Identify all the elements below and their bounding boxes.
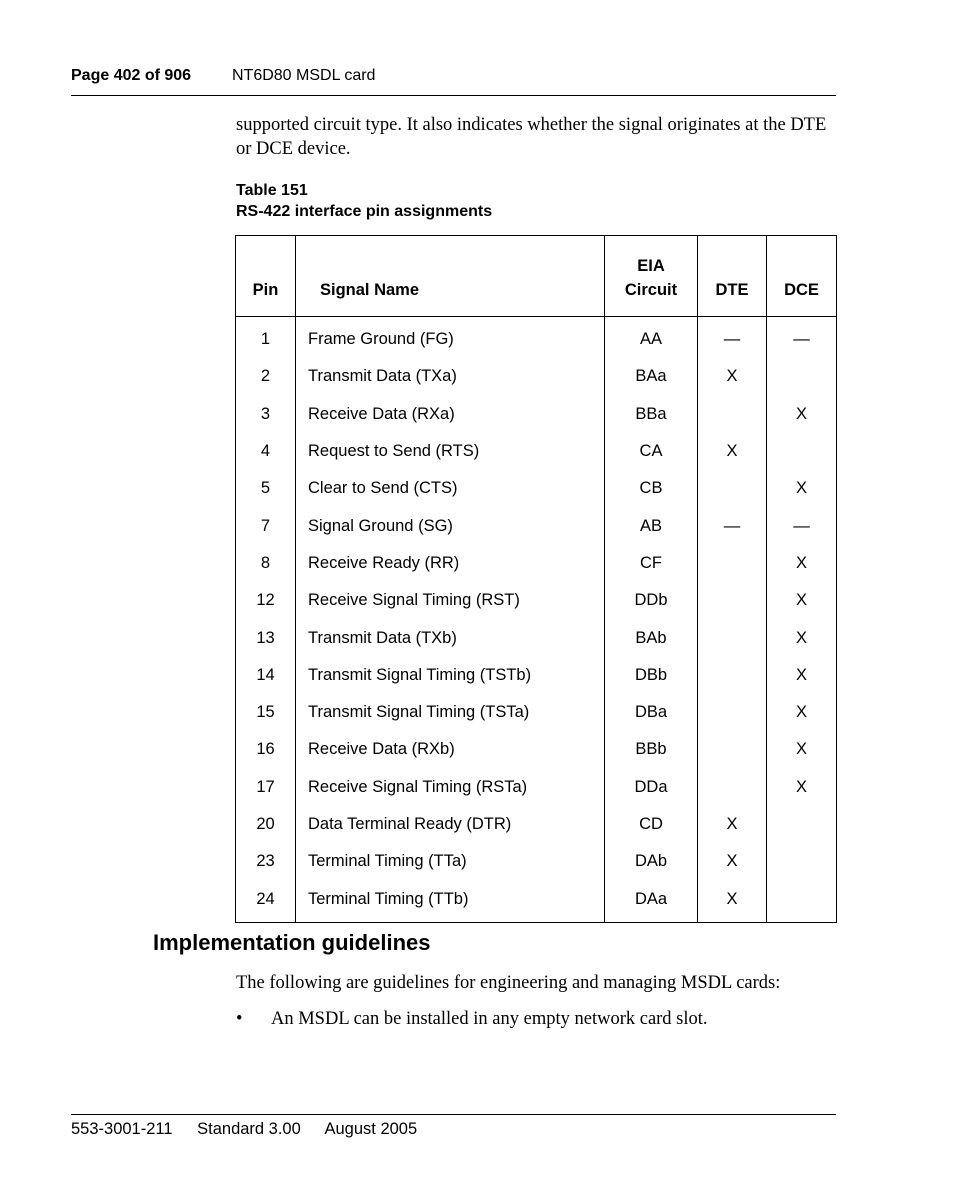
- cell-signal-name: Transmit Signal Timing (TSTa): [296, 694, 605, 731]
- header-eia-circuit: [605, 236, 698, 317]
- cell-eia-circuit: AA: [605, 317, 698, 359]
- cell-dte: [698, 731, 767, 768]
- section-paragraph: The following are guidelines for engineering and managing MSDL cards:: [236, 973, 781, 993]
- cell-signal-name: Terminal Timing (TTa): [296, 843, 605, 880]
- cell-dce: X: [795, 591, 807, 610]
- cell-dce: [767, 433, 837, 470]
- bullet-mark: •: [236, 1009, 243, 1029]
- cell-signal-name: Transmit Data (TXb): [296, 619, 605, 656]
- table-number: Table 151: [236, 182, 308, 199]
- cell-dce: [767, 880, 837, 922]
- cell-signal-name: Receive Data (RXb): [296, 731, 605, 768]
- cell-dte: X: [698, 806, 767, 843]
- cell-dce: [767, 843, 837, 880]
- cell-dte: X: [698, 843, 767, 880]
- cell-eia-circuit: CF: [605, 545, 698, 582]
- footer-doc-number: 553-3001-211: [71, 1120, 173, 1138]
- cell-pin: 8: [236, 545, 296, 582]
- cell-pin: 2: [236, 358, 296, 395]
- table-body: [236, 317, 837, 923]
- table-title: RS-422 interface pin assignments: [236, 203, 493, 220]
- cell-pin: 16: [236, 731, 296, 768]
- cell-dce: [767, 806, 837, 843]
- table-row: [236, 507, 837, 544]
- cell-signal-name: Frame Ground (FG): [296, 317, 605, 359]
- cell-pin: 20: [236, 806, 296, 843]
- cell-pin: 3: [236, 396, 296, 433]
- table-row: [236, 806, 837, 843]
- header-dte: DTE: [698, 236, 767, 317]
- table-row: [236, 317, 837, 359]
- page-number: Page 402 of 906: [71, 67, 192, 84]
- cell-dte: [698, 470, 767, 507]
- cell-dce: X: [795, 553, 807, 572]
- pin-assignments-table: [235, 235, 837, 923]
- table-row: [236, 433, 837, 470]
- cell-eia-circuit: BBb: [605, 731, 698, 768]
- table-row: [236, 582, 837, 619]
- cell-dte: [698, 545, 767, 582]
- bullet-text: An MSDL can be installed in any empty network card slot.: [271, 1009, 708, 1029]
- cell-signal-name: Transmit Signal Timing (TSTb): [296, 657, 605, 694]
- cell-dce: X: [795, 404, 807, 423]
- cell-pin: 14: [236, 657, 296, 694]
- cell-dte: [698, 657, 767, 694]
- cell-dte: [698, 769, 767, 806]
- cell-dce: X: [795, 665, 807, 684]
- cell-signal-name: Receive Signal Timing (RSTa): [296, 769, 605, 806]
- footer-standard: Standard 3.00: [197, 1120, 301, 1138]
- cell-dce: X: [795, 740, 807, 759]
- cell-dce: —: [793, 330, 810, 349]
- page-header: [71, 66, 836, 86]
- cell-pin: 12: [236, 582, 296, 619]
- cell-eia-circuit: DBa: [605, 694, 698, 731]
- header-dce: DCE: [767, 236, 837, 317]
- cell-pin: 17: [236, 769, 296, 806]
- cell-signal-name: Request to Send (RTS): [296, 433, 605, 470]
- cell-pin: 5: [236, 470, 296, 507]
- table-header-row: [236, 236, 837, 317]
- header-signal-name: [296, 236, 605, 317]
- cell-eia-circuit: DDa: [605, 769, 698, 806]
- cell-dce: [767, 358, 837, 395]
- cell-dte: [698, 619, 767, 656]
- table-row: [236, 657, 837, 694]
- header-signal-label: Signal Name: [320, 281, 420, 299]
- cell-eia-circuit: DAa: [605, 880, 698, 922]
- table-row: [236, 731, 837, 768]
- cell-eia-circuit: CB: [605, 470, 698, 507]
- table-row: [236, 769, 837, 806]
- cell-dte: X: [698, 358, 767, 395]
- cell-eia-circuit: AB: [605, 507, 698, 544]
- cell-signal-name: Receive Ready (RR): [296, 545, 605, 582]
- cell-eia-circuit: CA: [605, 433, 698, 470]
- cell-pin: 24: [236, 880, 296, 922]
- table-row: [236, 545, 837, 582]
- cell-eia-circuit: BAb: [605, 619, 698, 656]
- header-eia-line1: EIA: [637, 257, 665, 275]
- cell-signal-name: Data Terminal Ready (DTR): [296, 806, 605, 843]
- cell-dce: X: [795, 479, 807, 498]
- table-row: [236, 396, 837, 433]
- table-row: [236, 694, 837, 731]
- cell-dte: —: [698, 507, 767, 544]
- cell-dte: X: [698, 880, 767, 922]
- cell-eia-circuit: BAa: [605, 358, 698, 395]
- footer-date: August 2005: [324, 1120, 418, 1138]
- cell-dte: [698, 694, 767, 731]
- header-eia-line2: Circuit: [624, 281, 678, 299]
- cell-signal-name: Receive Data (RXa): [296, 396, 605, 433]
- cell-dce: —: [793, 516, 810, 535]
- cell-pin: 23: [236, 843, 296, 880]
- cell-eia-circuit: CD: [605, 806, 698, 843]
- cell-dte: [698, 582, 767, 619]
- section-heading: Implementation guidelines: [153, 930, 431, 955]
- cell-pin: 13: [236, 619, 296, 656]
- cell-eia-circuit: BBa: [605, 396, 698, 433]
- cell-dte: —: [698, 317, 767, 359]
- cell-dte: X: [698, 433, 767, 470]
- header-pin: Pin: [236, 236, 296, 317]
- table-row: [236, 619, 837, 656]
- cell-eia-circuit: DAb: [605, 843, 698, 880]
- cell-pin: 15: [236, 694, 296, 731]
- cell-signal-name: Transmit Data (TXa): [296, 358, 605, 395]
- cell-eia-circuit: DBb: [605, 657, 698, 694]
- cell-signal-name: Clear to Send (CTS): [296, 470, 605, 507]
- cell-pin: 7: [236, 507, 296, 544]
- cell-dte: [698, 396, 767, 433]
- table-row: [236, 358, 837, 395]
- table-row: [236, 880, 837, 922]
- table-row: [236, 470, 837, 507]
- page-footer: [71, 1118, 437, 1140]
- cell-pin: 4: [236, 433, 296, 470]
- cell-signal-name: Receive Signal Timing (RST): [296, 582, 605, 619]
- header-rule: [71, 95, 836, 96]
- document-title: NT6D80 MSDL card: [232, 67, 376, 84]
- cell-eia-circuit: DDb: [605, 582, 698, 619]
- cell-dce: X: [795, 703, 807, 722]
- cell-signal-name: Terminal Timing (TTb): [296, 880, 605, 922]
- cell-pin: 1: [236, 317, 296, 359]
- cell-signal-name: Signal Ground (SG): [296, 507, 605, 544]
- cell-dce: X: [795, 628, 807, 647]
- table-row: [236, 843, 837, 880]
- footer-rule: [71, 1114, 836, 1115]
- table-caption: [236, 180, 492, 222]
- intro-paragraph: supported circuit type. It also indicates whether the signal originates at the DTE or DCE device.: [236, 115, 827, 159]
- cell-dce: X: [795, 777, 807, 796]
